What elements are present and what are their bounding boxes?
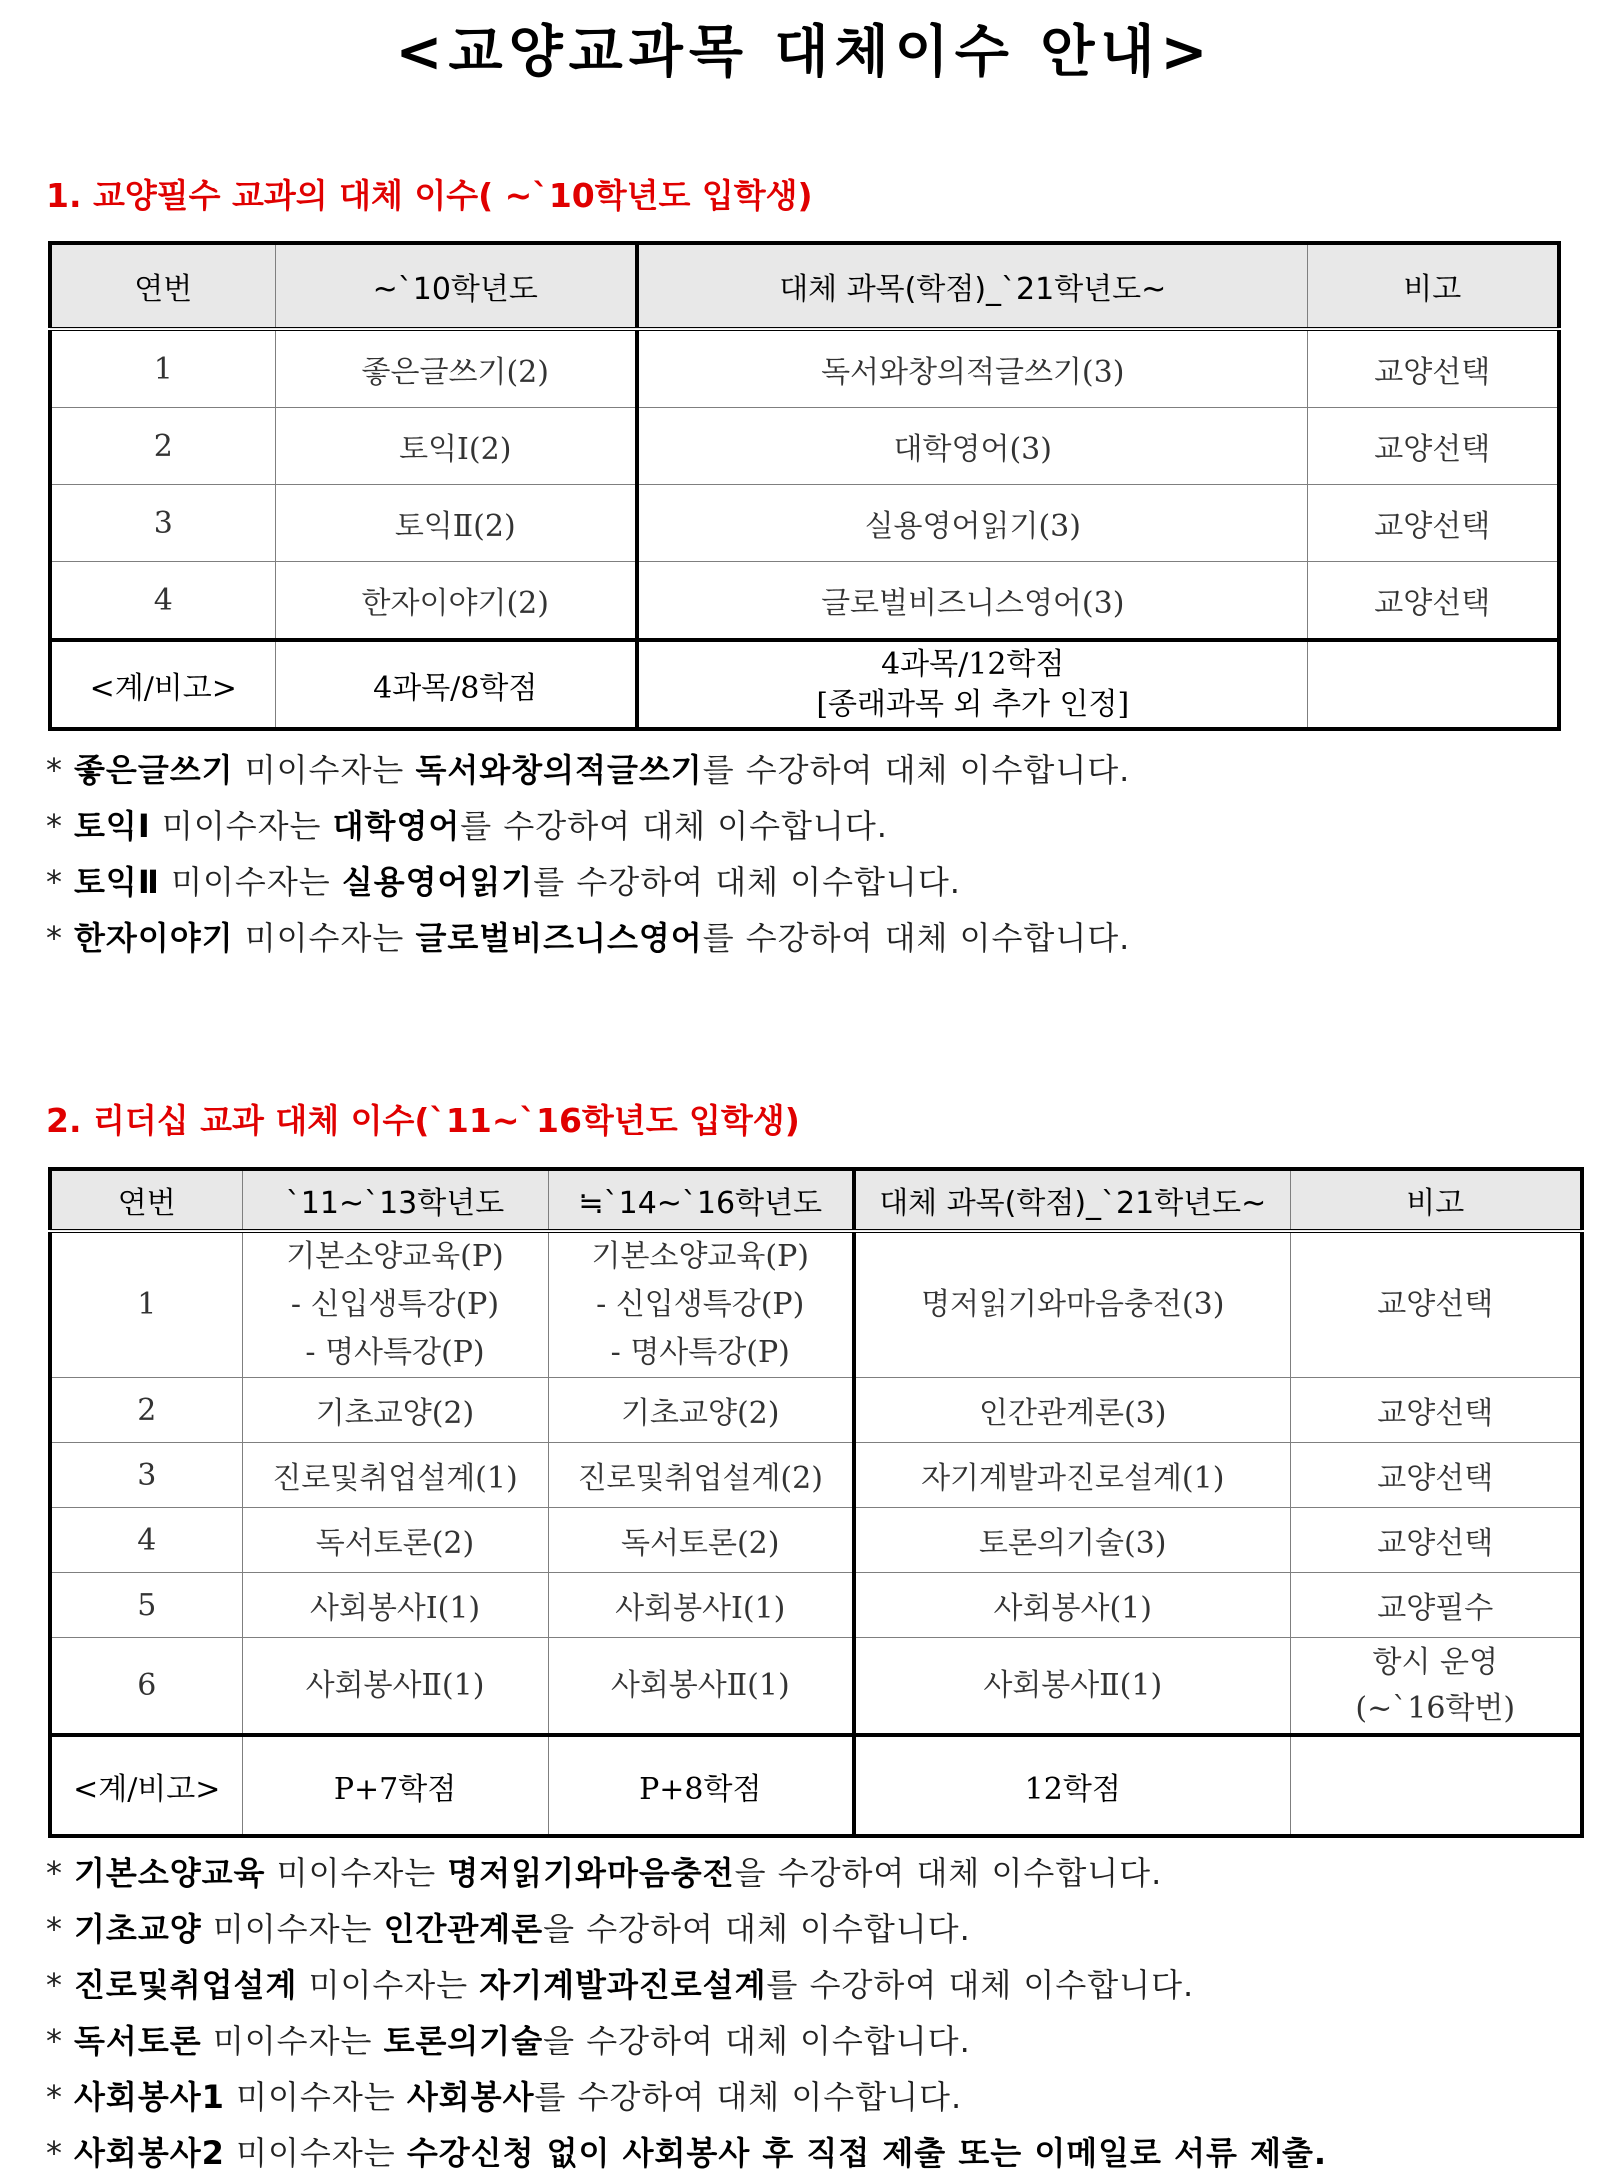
asterisk: * (46, 863, 63, 901)
asterisk: * (46, 751, 63, 789)
note-substitute: 자기계발과진로설계 (479, 1966, 767, 2004)
cell-course-11-13 (242, 1231, 548, 1378)
table-header-row (50, 1169, 1582, 1231)
note-text: 을 수강하여 대체 이수합니다. (543, 2022, 971, 2060)
note-course: 기초교양 (74, 1910, 202, 1948)
footer-total-substitute: 12학점 (854, 1735, 1290, 1836)
cell-remark: 교양선택 (1307, 562, 1559, 641)
note-substitute: 실용영어읽기 (341, 863, 534, 901)
asterisk: * (46, 2078, 63, 2116)
note-text: 를 수강하여 대체 이수합니다. (702, 919, 1131, 957)
cell-no: 1 (50, 1231, 242, 1378)
cell-course-14-16: 진로및취업설계(2) (548, 1443, 854, 1508)
note-text: 를 수강하여 대체 이수합니다. (766, 1966, 1195, 2004)
cell-old-course: 토익Ⅰ(2) (275, 408, 637, 485)
cell-no: 1 (50, 329, 275, 408)
note-text: 를 수강하여 대체 이수합니다. (533, 863, 961, 901)
note-text: 미이수자는 (233, 751, 416, 789)
asterisk: * (46, 2134, 63, 2172)
cell-course-14-16: 기초교양(2) (548, 1378, 854, 1443)
note-text: 미이수자는 (150, 807, 333, 845)
cell-substitute-course: 토론의기술(3) (854, 1508, 1290, 1573)
cell-line: - 신입생특강(P) (596, 1287, 805, 1322)
note-text: 을 수강하여 대체 이수합니다. (543, 1910, 971, 1948)
asterisk: * (46, 1910, 63, 1948)
cell-substitute-course: 글로벌비즈니스영어(3) (637, 562, 1307, 641)
section2-heading: 2. 리더십 교과 대체 이수(`11~`16학년도 입학생) (46, 1101, 800, 1140)
table-row (50, 329, 1559, 408)
table-row (50, 1443, 1582, 1508)
note-line (46, 2069, 1327, 2125)
note-substitute: 대학영어 (332, 807, 461, 845)
cell-no: 2 (50, 408, 275, 485)
note-text: 미이수자는 (233, 919, 416, 957)
cell-substitute-course: 사회봉사Ⅱ(1) (854, 1638, 1290, 1736)
footer-label: <계/비고> (50, 640, 275, 729)
cell-old-course: 좋은글쓰기(2) (275, 329, 637, 408)
footer-label: <계/비고> (50, 1735, 242, 1836)
cell-course-11-13: 기초교양(2) (242, 1378, 548, 1443)
note-line (46, 910, 1130, 966)
cell-remark: 교양선택 (1307, 329, 1559, 408)
cell-remark: 교양선택 (1307, 485, 1559, 562)
table-general-required (48, 241, 1561, 731)
header-cell: 연번 (50, 243, 275, 329)
note-substitute: 사회봉사 (406, 2078, 535, 2116)
cell-remark: 교양선택 (1290, 1378, 1582, 1443)
footer-remark (1290, 1735, 1582, 1836)
asterisk: * (46, 1854, 63, 1892)
header-cell: 비고 (1307, 243, 1559, 329)
note-line (46, 854, 1130, 910)
cell-course-11-13: 독서토론(2) (242, 1508, 548, 1573)
note-substitute: 인간관계론 (383, 1910, 544, 1948)
cell-course-14-16 (548, 1231, 854, 1378)
note-line (46, 2125, 1327, 2181)
note-substitute: 독서와창의적글쓰기 (415, 751, 703, 789)
section2-notes (46, 1845, 1327, 2181)
footer-total-substitute (637, 640, 1307, 729)
cell-remark: 교양선택 (1290, 1508, 1582, 1573)
note-substitute: 수강신청 없이 사회봉사 후 직접 제출 또는 이메일로 서류 제출. (406, 2134, 1328, 2172)
table-row (50, 562, 1559, 641)
footer-total-11-13: P+7학점 (242, 1735, 548, 1836)
cell-course-11-13: 사회봉사Ⅱ(1) (242, 1638, 548, 1736)
note-substitute: 글로벌비즈니스영어 (415, 919, 703, 957)
table-row (50, 1573, 1582, 1638)
cell-line: - 명사특강(P) (305, 1335, 485, 1370)
cell-substitute-course: 독서와창의적글쓰기(3) (637, 329, 1307, 408)
note-course: 사회봉사1 (74, 2078, 225, 2116)
page-title: <교양교과목 대체이수 안내> (395, 20, 1214, 85)
note-course: 토익Ⅱ (74, 863, 160, 901)
table-row (50, 1231, 1582, 1378)
cell-line: 기본소양교육(P) (286, 1239, 504, 1274)
footer-remark (1307, 640, 1559, 729)
footer-total-old: 4과목/8학점 (275, 640, 637, 729)
cell-remark: 교양선택 (1307, 408, 1559, 485)
cell-substitute-course: 실용영어읽기(3) (637, 485, 1307, 562)
cell-remark: 교양필수 (1290, 1573, 1582, 1638)
cell-substitute-course: 대학영어(3) (637, 408, 1307, 485)
note-line (46, 798, 1130, 854)
note-text: 를 수강하여 대체 이수합니다. (460, 807, 888, 845)
asterisk: * (46, 1966, 63, 2004)
table-row (50, 485, 1559, 562)
table-footer-row (50, 1735, 1582, 1836)
cell-no: 3 (50, 485, 275, 562)
note-text: 미이수자는 (224, 2134, 407, 2172)
note-course: 토익Ⅰ (74, 807, 151, 845)
note-course: 사회봉사2 (74, 2134, 225, 2172)
cell-substitute-course: 사회봉사(1) (854, 1573, 1290, 1638)
footer-total-14-16: P+8학점 (548, 1735, 854, 1836)
asterisk: * (46, 807, 63, 845)
cell-no: 4 (50, 562, 275, 641)
section1-heading: 1. 교양필수 교과의 대체 이수( ~`10학년도 입학생) (46, 176, 813, 215)
note-text: 미이수자는 (201, 2022, 384, 2060)
note-text: 미이수자는 (201, 1910, 384, 1948)
cell-old-course: 한자이야기(2) (275, 562, 637, 641)
note-text: 을 수강하여 대체 이수합니다. (734, 1854, 1163, 1892)
note-line (46, 742, 1130, 798)
header-cell: ~`10학년도 (275, 243, 637, 329)
note-course: 기본소양교육 (74, 1854, 266, 1892)
cell-line: - 명사특강(P) (610, 1335, 790, 1370)
cell-course-11-13: 사회봉사Ⅰ(1) (242, 1573, 548, 1638)
table-row (50, 1378, 1582, 1443)
note-course: 한자이야기 (74, 919, 234, 957)
note-course: 진로및취업설계 (74, 1966, 298, 2004)
note-line (46, 2013, 1327, 2069)
cell-course-14-16: 사회봉사Ⅰ(1) (548, 1573, 854, 1638)
header-cell: `11~`13학년도 (242, 1169, 548, 1231)
footer-total-line1: 4과목/12학점 (881, 646, 1065, 682)
cell-remark: 교양선택 (1290, 1231, 1582, 1378)
cell-course-11-13: 진로및취업설계(1) (242, 1443, 548, 1508)
table-row (50, 408, 1559, 485)
table-header-row (50, 243, 1559, 329)
cell-no: 2 (50, 1378, 242, 1443)
note-text: 미이수자는 (159, 863, 342, 901)
note-text: 를 수강하여 대체 이수합니다. (702, 751, 1131, 789)
cell-course-14-16: 사회봉사Ⅱ(1) (548, 1638, 854, 1736)
table-row (50, 1638, 1582, 1736)
cell-line: - 신입생특강(P) (290, 1287, 500, 1322)
note-course: 좋은글쓰기 (74, 751, 234, 789)
note-substitute: 토론의기술 (383, 2022, 544, 2060)
table-footer-row (50, 640, 1559, 729)
note-text: 미이수자는 (265, 1854, 448, 1892)
table-leadership (48, 1167, 1584, 1838)
cell-no: 5 (50, 1573, 242, 1638)
note-line (46, 1957, 1327, 2013)
header-cell: ≒`14~`16학년도 (548, 1169, 854, 1231)
cell-line: 항시 운영 (1372, 1644, 1498, 1680)
section1-notes (46, 742, 1130, 966)
header-cell: 대체 과목(학점)_`21학년도~ (854, 1169, 1290, 1231)
cell-no: 6 (50, 1638, 242, 1736)
asterisk: * (46, 919, 63, 957)
footer-total-line2: [종래과목 외 추가 인정] (816, 686, 1130, 722)
cell-remark: 교양선택 (1290, 1443, 1582, 1508)
cell-substitute-course: 인간관계론(3) (854, 1378, 1290, 1443)
note-text: 미이수자는 (224, 2078, 407, 2116)
cell-line: 기본소양교육(P) (591, 1239, 809, 1274)
note-text: 를 수강하여 대체 이수합니다. (534, 2078, 963, 2116)
note-substitute: 명저읽기와마음충전 (447, 1854, 735, 1892)
table-row (50, 1508, 1582, 1573)
note-course: 독서토론 (74, 2022, 202, 2060)
header-cell: 연번 (50, 1169, 242, 1231)
note-line (46, 1901, 1327, 1957)
cell-no: 4 (50, 1508, 242, 1573)
header-cell: 비고 (1290, 1169, 1582, 1231)
cell-substitute-course: 자기계발과진로설계(1) (854, 1443, 1290, 1508)
header-cell: 대체 과목(학점)_`21학년도~ (637, 243, 1307, 329)
cell-old-course: 토익Ⅱ(2) (275, 485, 637, 562)
cell-no: 3 (50, 1443, 242, 1508)
cell-substitute-course: 명저읽기와마음충전(3) (854, 1231, 1290, 1378)
cell-line: (~`16학번) (1355, 1690, 1516, 1726)
cell-remark (1290, 1638, 1582, 1736)
asterisk: * (46, 2022, 63, 2060)
note-line (46, 1845, 1327, 1901)
note-text: 미이수자는 (297, 1966, 480, 2004)
cell-course-14-16: 독서토론(2) (548, 1508, 854, 1573)
